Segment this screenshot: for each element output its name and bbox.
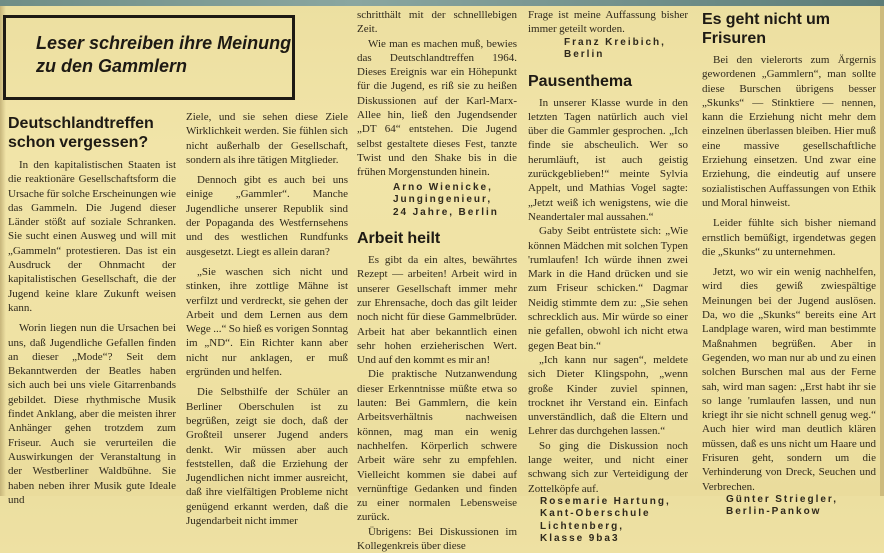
signature-line: Kant-Oberschule bbox=[540, 508, 651, 520]
signature bbox=[357, 182, 517, 220]
paragraph: Übrigens: Bei Diskussionen im Kollegenkreis über diese bbox=[357, 525, 517, 552]
article-deutschlandtreffen-col2 bbox=[186, 110, 348, 528]
page-right-edge bbox=[880, 6, 884, 496]
signature-line: 24 Jahre, Berlin bbox=[393, 206, 499, 218]
signature-line: Jungingenieur, bbox=[393, 194, 493, 206]
section-title-line1: Leser schreiben ihre Meinung bbox=[36, 33, 292, 53]
paragraph: Leider fühlte sich bisher niemand ernstlich bemüßigt, irgendetwas gegen die „Skunks“ zu unternehmen. bbox=[702, 217, 876, 258]
paragraph: Die praktische Nutzanwendung dieser Erkenntnisse müßte etwa so lauten: Bei Gammlern, die kein Arbeitsverhältnis nachweisen können, mag man ein wenig nachhelfen. Körperlich schwere Arbeit wäre sehr zu empfehlen. Vielleicht kommen sie dabei auf vernünftige Gedanken und finden zu einer normalen Lebensweise zurück. bbox=[357, 368, 517, 524]
paragraph: Es gibt da ein altes, bewährtes Rezept — arbeiten! Arbeit wird in unserer Gesellschaft immer mehr zur Ehrensache, doch das gilt leider noch nicht für diese Gammelbrüder. Arbeit hat aber bekanntlich einen sehr hohen erzieherischen Wert. Und auf den kommt es mir an! bbox=[357, 254, 517, 367]
signature-line: Lichtenberg, bbox=[540, 520, 625, 532]
paragraph: Dennoch gibt es auch bei uns einige „Gammler“. Manche Jugendliche unserer Republik sind der Popaganda des Westfernsehens und des westlichen Rundfunks ausgesetzt. Liegt es allein daran? bbox=[186, 174, 348, 258]
column-4 bbox=[528, 8, 688, 546]
paragraph: schritthält mit der schnelllebigen Zeit. bbox=[357, 9, 517, 36]
paragraph: In den kapitalistischen Staaten ist die reaktionäre Gesellschaftsform die Ursache für solche Erscheinungen wie das Gammeln. Die Jugend dieser Länder stößt auf soziale Schranken. Sie sucht einen Ausweg und will mit „Gammeln“ protestieren. Das ist ein Ausdruck der Ohnmacht der kapitalistischen Gesellschaft, die der Jugend keine klare Zukunft weisen kann. bbox=[8, 159, 177, 314]
section-banner bbox=[3, 15, 295, 100]
paragraph: Gaby Seibt entrüstete sich: „Wie können Mädchen mit solchen Typen 'rumlaufen! Ich würde ihnen zwei Mark in die Hand drücken und sie zum Friseur schicken.“ Dagmar Neidig stimmte dem zu: „Sie sehen schrecklich aus. Mir würde so einer nie gefallen, obwohl ich nicht etwa gegen Beat bin.“ bbox=[528, 225, 688, 352]
headline-line2: schon vergessen? bbox=[8, 134, 149, 151]
signature-line: Rosemarie Hartung, bbox=[540, 495, 671, 507]
section-title-line2: zu den Gammlern bbox=[36, 56, 188, 76]
paragraph: So ging die Diskussion noch lange weiter, und nicht einer schwang sich zur Verteidigung der Zottelköpfe auf. bbox=[528, 439, 688, 495]
paragraph: Worin liegen nun die Ursachen bei uns, daß Jugendliche Gefallen finden an dieser „Mode“? Seit dem Bekanntwerden der Beatles haben sich auch bei uns viele Gitarrenbands gebildet. Diese rhythmische Musik findet Anklang, aber die meisten ihrer Anhänger gehen trotzdem zum Friseur. Auch sie verurteilen die Auswirkungen der Veranstaltung in der Westberliner Waldbühne. Sie haben neben ihrer Musik gute Ideale und bbox=[8, 322, 176, 506]
signature bbox=[528, 37, 688, 62]
article-headline: Pausenthema bbox=[528, 72, 633, 90]
signature-line: Arno Wienicke, bbox=[393, 181, 493, 193]
article-deutschlandtreffen-col3 bbox=[357, 8, 517, 219]
paragraph: Wie man es machen muß, bewies das Deutschlandtreffen 1964. Dieses Ereignis war ein Höhepunkt für die Jugend, es riß sie zu heißen Diskussionen auf der Karl-Marx-Allee hin, ließ den Jugendsender „DT 64“ entstehen. Die Jugend selbst gestaltete dieses Fest, tanzte Twist und den Shake bis in die frühen Morgenstunden hinein. bbox=[357, 37, 517, 179]
article-deutschlandtreffen-col1 bbox=[8, 114, 176, 507]
paragraph: Bei den vielerorts zum Ärgernis gewordenen „Gammlern“, man sollte diese Burschen übrigens besser „Skunks“ — Stinktiere — nennen, kann die Erziehung nicht mehr dem einzelnen überlassen bleiben. Hier muß eine massive gesellschaftliche Erziehung einsetzen. Und zwar eine Erziehung, die eindeutig auf unsere sozialistischen Auffassungen von Ethik und Moral hinweist. bbox=[702, 54, 876, 209]
article-arbeit-heilt bbox=[357, 229, 517, 553]
signature-line: Günter Striegler, bbox=[726, 493, 839, 505]
paragraph: „Ich kann nur sagen“, meldete sich Dieter Klingspohn, „wenn große Kinder zuviel spinnen, trocknet ihr Verstand ein. Einfach unverständlich, daß die Eltern und Lehrer das durchgehen lassen.“ bbox=[528, 353, 688, 438]
article-headline: Arbeit heilt bbox=[357, 230, 441, 248]
paragraph: In unserer Klasse wurde in den letzten Tagen natürlich auch viel über die Gammler gesprochen. „Ich finde sie abscheulich. Wer so herumläuft, ist auch geistig zurückgeblieben!“ meinte Sylvia Appelt, und Mathias Vogel sagte: „Jetzt weiß ich wenigstens, wie die Neandertaler mal aussahen.“ bbox=[528, 96, 688, 223]
signature bbox=[702, 494, 876, 519]
signature-line: Berlin bbox=[564, 49, 605, 61]
headline-line1: Es geht nicht um bbox=[702, 11, 830, 28]
paragraph: Frage ist meine Auffassung bisher immer geteilt worden. bbox=[528, 9, 688, 36]
headline-line2: Frisuren bbox=[702, 30, 767, 47]
paragraph: Die Selbsthilfe der Schüler an Berliner Oberschulen ist zu begrüßen, zeigt sie doch, daß der Großteil unserer Jugend anders denkt. Wir müssen aber auch feststellen, daß die Erziehung der Jugendlichen nicht immer ausreicht, daß ihre vielfältigen Probleme nicht genügend erkannt werden, daß die Jugendarbeit nicht immer bbox=[186, 386, 348, 528]
paragraph: Jetzt, wo wir ein wenig nachhelfen, wird dies gewiß zwiespältige Meinungen bei der Jugend auslösen. Da, wo die „Skunks“ bereits eine Art Landplage waren, wird man bestimmte Maßnahmen begrüßen. Aber in Gegenden, wo man nur ab und zu einen solchen Burschen mal aus der Ferne sah, wird man sagen: „Erst habt ihr sie so lange 'rumlaufen lassen, und nun kriegt ihr sie nicht schnell genug weg.“ Auch hier wird man deutlich klären müssen, daß es uns nicht um Haare und Frisuren geht, sondern um die Verhinderung von Dreck, Seuchen und Verbrechen. bbox=[702, 266, 876, 493]
article-pausenthema bbox=[528, 72, 688, 546]
signature-line: Klasse 9ba3 bbox=[540, 533, 620, 545]
article-arbeit-heilt-continued bbox=[528, 8, 688, 62]
column-3 bbox=[357, 8, 517, 553]
article-frisuren bbox=[702, 10, 876, 519]
article-headline bbox=[702, 10, 876, 48]
paragraph: „Sie waschen sich nicht und stinken, ihre zottlige Mähne ist verfilzt und verdreckt, sie gehen der Arbeit und dem Lernen aus dem Wege ...“ So hieß es vorigen Sonntag im „ND“. Ein Richter kann aber nicht nur anklagen, er muß ergründen und helfen. bbox=[186, 265, 348, 379]
page-top-edge bbox=[0, 0, 884, 6]
signature-line: Berlin-Pankow bbox=[726, 506, 822, 518]
section-title bbox=[36, 32, 291, 78]
article-headline bbox=[8, 114, 176, 152]
headline-line1: Deutschlandtreffen bbox=[8, 115, 154, 132]
signature bbox=[528, 496, 688, 546]
paragraph: Ziele, und sie sehen diese Ziele Wirklichkeit werden. Sie fühlen sich nicht außerhalb der Gesellschaft, sondern als ihre tätigen Mitglieder. bbox=[186, 111, 348, 166]
signature-line: Franz Kreibich, bbox=[564, 36, 666, 48]
